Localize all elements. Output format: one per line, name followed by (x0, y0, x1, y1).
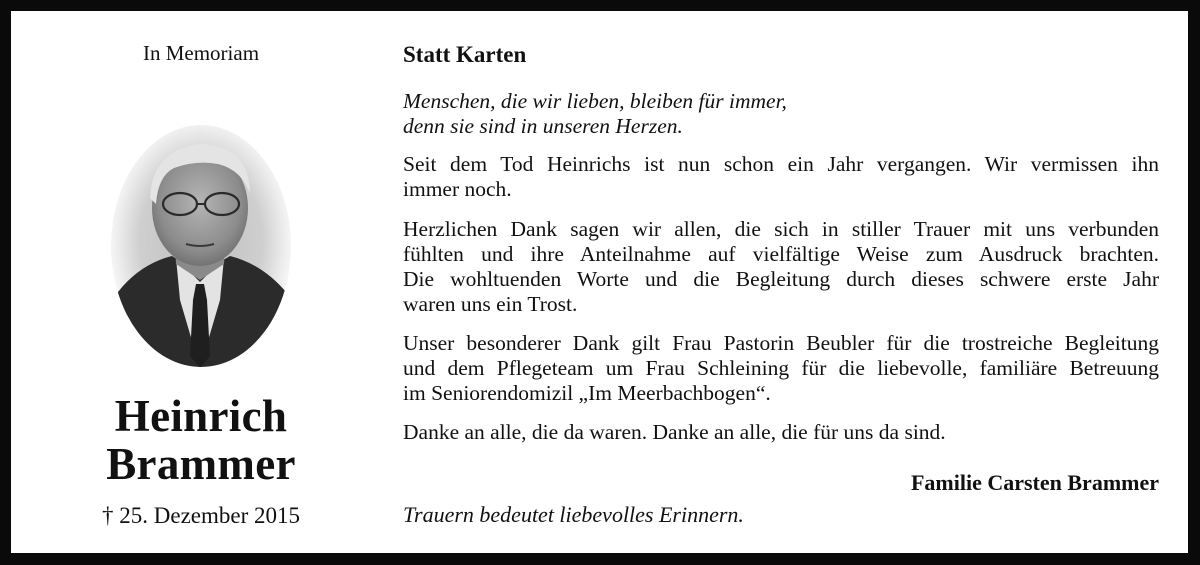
last-name: Brammer (106, 439, 296, 489)
paragraph-line: waren uns ein Trost. (403, 292, 578, 316)
paragraph-line: Herzlichen Dank sagen wir allen, die sich in stiller Trauer mit uns verbunden (403, 217, 1159, 241)
first-name: Heinrich (114, 391, 288, 441)
paragraph-line: Die wohltuenden Worte und die Begleitung durch dieses schwere erste Jahr (403, 267, 1159, 291)
in-memoriam-header: In Memoriam (142, 41, 260, 65)
paragraph-line: im Seniorendomizil „Im Meerbachbogen“. (403, 381, 771, 405)
motto-line: denn sie sind in unseren Herzen. (403, 114, 683, 138)
paragraph-line: Danke an alle, die da waren. Danke an alle, die für uns da sind. (403, 420, 946, 444)
family-signature: Familie Carsten Brammer (910, 470, 1159, 495)
paragraph-anniversary (403, 152, 1159, 202)
statt-karten-heading: Statt Karten (403, 42, 527, 67)
paragraph-line: Seit dem Tod Heinrichs ist nun schon ein Jahr vergangen. Wir vermissen ihn (403, 152, 1159, 176)
portrait-photo (110, 124, 292, 368)
paragraph-gratitude (403, 420, 1159, 445)
deceased-name (11, 392, 391, 488)
motto-line: Menschen, die wir lieben, bleiben für immer, (403, 89, 787, 113)
paragraph-line: Unser besonderer Dank gilt Frau Pastorin Beubler für die trostreiche Begleitung (403, 331, 1159, 355)
memorial-column (11, 11, 391, 553)
paragraph-line: fühlten und ihre Anteilnahme auf vielfältige Weise zum Ausdruck brachten. (403, 242, 1159, 266)
message-column (403, 11, 1159, 553)
paragraph-line: und dem Pflegeteam um Frau Schleining für die liebevolle, familiäre Betreuung (403, 356, 1159, 380)
paragraph-line: immer noch. (403, 177, 512, 201)
closing-line: Trauern bedeutet liebevolles Erinnern. (403, 502, 744, 527)
paragraph-thanks (403, 217, 1159, 317)
motto-quote (403, 89, 1159, 139)
death-date: † 25. Dezember 2015 (102, 503, 300, 528)
paragraph-special-thanks (403, 331, 1159, 406)
